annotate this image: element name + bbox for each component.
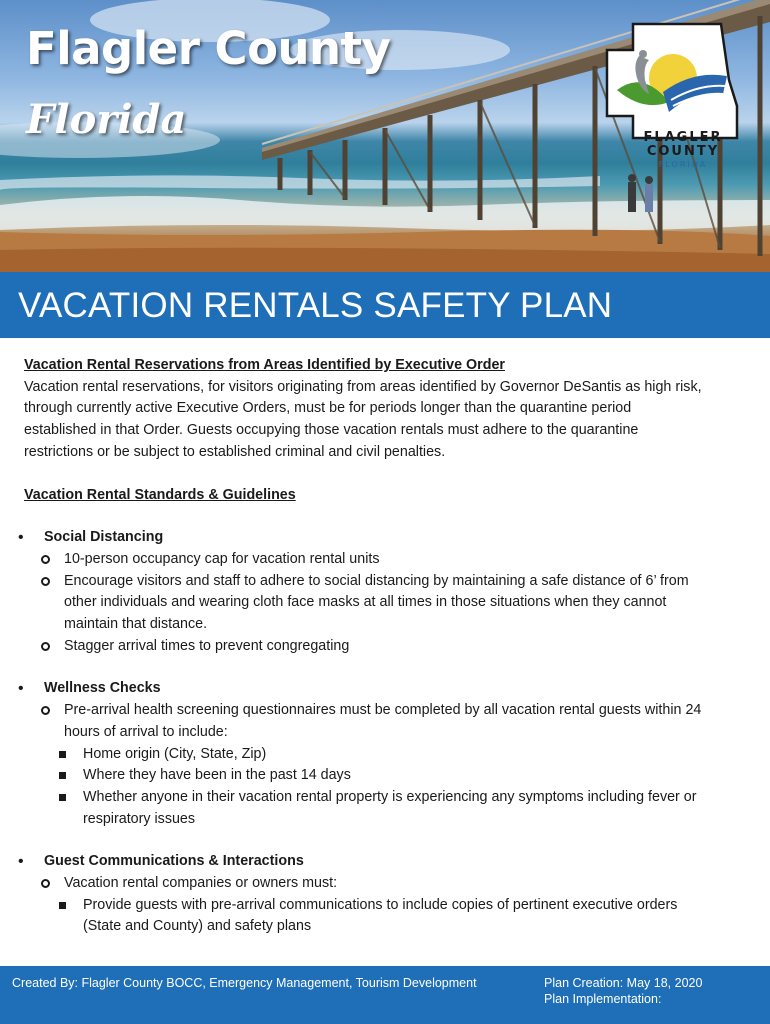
footer-plan-implementation: Plan Implementation: [544,992,662,1006]
page-footer [0,966,770,1024]
list-item [24,571,744,636]
list-item-social-distancing [24,527,744,549]
paragraph-line: Vacation rental reservations, for visitors originating from areas identified by Governor DeSantis as high risk, [24,378,702,395]
footer-plan-creation: Plan Creation: May 18, 2020 [544,976,703,990]
hero-photo [0,0,770,272]
list-item-title: • Social Distancing [44,529,164,546]
list-item-line: Where they have been in the past 14 days [83,767,351,784]
section-heading-standards: Vacation Rental Standards & Guidelines [24,486,296,503]
executive-order-paragraph [24,377,744,464]
sub-list-item [24,765,744,787]
logo-text-line3: FLORIDA [658,160,708,169]
list-item-line: other individuals and wearing cloth face masks at all times in those situations when they cannot [64,594,667,611]
list-item-line: Provide guests with pre-arrival communications to include copies of pertinent executive orders [83,896,678,913]
list-item-title: • Wellness Checks [44,680,161,697]
sub-list-item [24,895,744,938]
list-item-line: Whether anyone in their vacation rental property is experiencing any symptoms including fever or [83,788,697,805]
list-item-line: Pre-arrival health screening questionnaires must be completed by all vacation rental guests within 24 [64,702,702,719]
list-item [24,636,744,658]
flagler-county-logo [603,20,739,170]
page-title: VACATION RENTALS SAFETY PLAN [18,286,613,325]
guidelines-list [24,527,744,657]
list-item-line: Stagger arrival times to prevent congregating [64,637,350,654]
sub-list-item [24,744,744,766]
title-banner [0,272,770,338]
list-item-wellness-checks [24,678,744,700]
list-item-line: respiratory issues [83,810,196,827]
state-script-title: Florida [26,96,187,143]
footer-credit: Created By: Flagler County BOCC, Emergency Management, Tourism Development [12,976,477,990]
list-item-line: hours of arrival to include: [64,723,228,740]
list-item [24,873,744,895]
document-body [24,355,744,938]
list-item [24,549,744,571]
county-title: Flagler County [26,22,391,75]
list-item-line: Home origin (City, State, Zip) [83,745,267,762]
list-item-guest-communications [24,851,744,873]
guidelines-list [24,851,744,938]
sub-list-item [24,787,744,830]
paragraph-line: established in that Order. Guests occupying those vacation rentals must adhere to the quarantine [24,422,639,439]
paragraph-line: through currently active Executive Orders, must be for periods longer than the quarantine period [24,400,632,417]
list-item [24,700,744,743]
logo-text-line1: FLAGLER [643,130,723,145]
list-item-line: (State and County) and safety plans [83,918,312,935]
logo-text-line2: COUNTY [646,144,720,159]
list-item-line: 10-person occupancy cap for vacation rental units [64,550,380,567]
list-item-title: • Guest Communications & Interactions [44,853,304,870]
list-item-line: Vacation rental companies or owners must: [64,875,338,892]
list-item-line: Encourage visitors and staff to adhere to social distancing by maintaining a safe distance of 6’ from [64,572,689,589]
section-heading-executive-order: Vacation Rental Reservations from Areas Identified by Executive Order [24,357,505,373]
list-item-line: maintain that distance. [64,616,208,633]
paragraph-line: restrictions or be subject to established criminal and civil penalties. [24,443,446,460]
guidelines-list [24,678,744,830]
